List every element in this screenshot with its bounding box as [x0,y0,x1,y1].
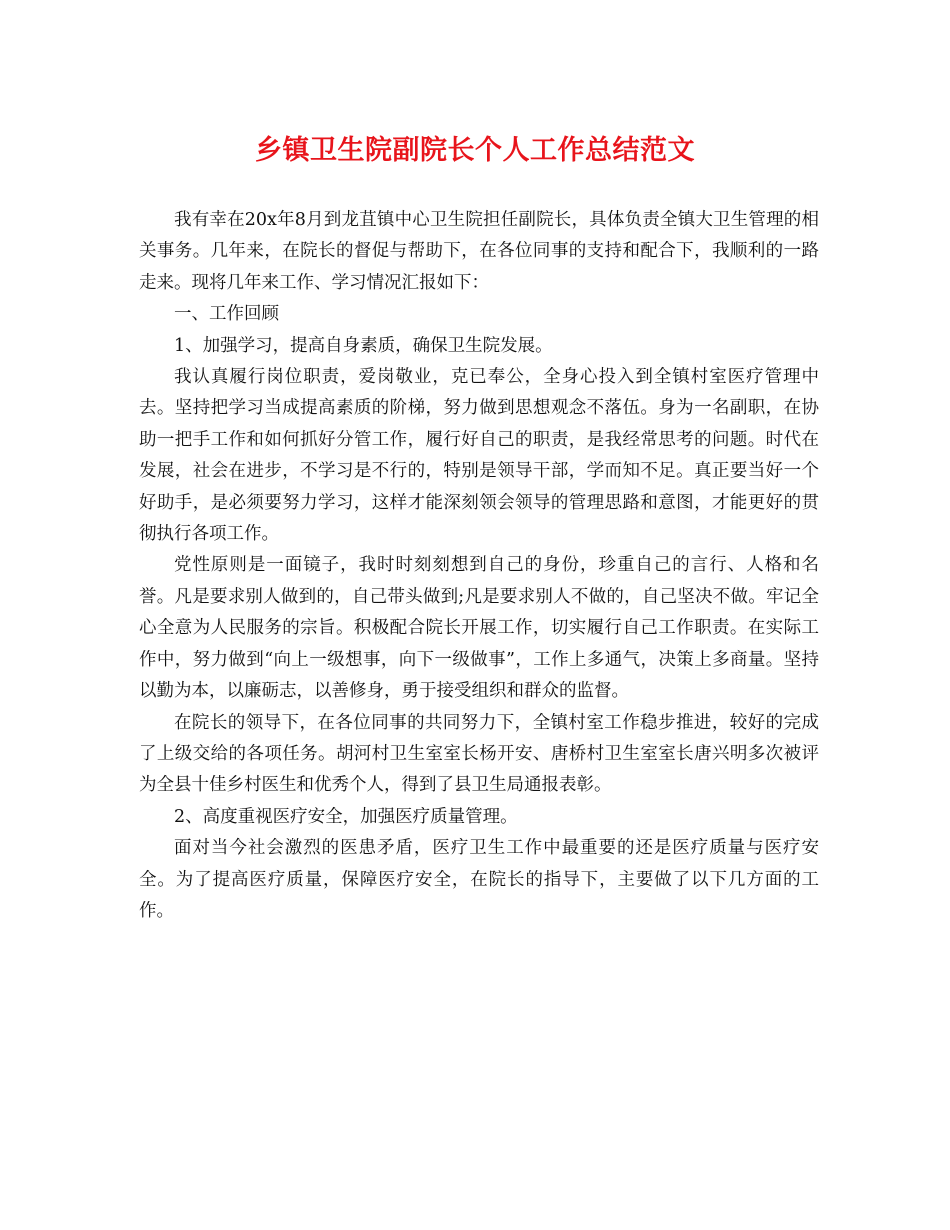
paragraph-duties: 我认真履行岗位职责，爱岗敬业，克已奉公，全身心投入到全镇村室医疗管理中去。坚持把学习当成提高素质的阶梯，努力做到思想观念不落伍。身为一名副职，在协助一把手工作和如何抓好分管工作，履行好自己的职责，是我经常思考的问题。时代在发展，社会在进步，不学习是不行的，特别是领导干部，学而知不足。真正要当好一个好助手，是必须要努力学习，这样才能深刻领会领导的管理思路和意图，才能更好的贯彻执行各项工作。 [139,367,819,545]
document-body [139,205,819,927]
subheading-strengthen-study: 1、加强学习，提高自身素质，确保卫生院发展。 [174,335,553,356]
paragraph-medical-quality: 面对当今社会激烈的医患矛盾，医疗卫生工作中最重要的还是医疗质量与医疗安全。为了提高医疗质量，保障医疗安全，在院长的指导下，主要做了以下几方面的工作。 [139,838,819,921]
subheading-medical-safety: 2、高度重视医疗安全，加强医疗质量管理。 [174,806,518,827]
paragraph-intro: 我有幸在20x年8月到龙苴镇中心卫生院担任副院长，具体负责全镇大卫生管理的相关事务。几年来，在院长的督促与帮助下，在各位同事的支持和配合下，我顺利的一路走来。现将几年来工作、学习情况汇报如下： [139,210,819,293]
paragraph-party-principle: 党性原则是一面镜子，我时时刻刻想到自己的身份，珍重自己的言行、人格和名誉。凡是要求别人做到的，自己带头做到;凡是要求别人不做的，自己坚决不做。牢记全心全意为人民服务的宗旨。积极配合院长开展工作，切实履行自己工作职责。在实际工作中，努力做到“向上一级想事，向下一级做事”，工作上多通气，决策上多商量。坚持以勤为本，以廉砺志，以善修身，勇于接受组织和群众的监督。 [139,555,819,702]
paragraph-achievements: 在院长的领导下，在各位同事的共同努力下，全镇村室工作稳步推进，较好的完成了上级交给的各项任务。胡河村卫生室室长杨开安、唐桥村卫生室室长唐兴明多次被评为全县十佳乡村医生和优秀个人，得到了县卫生局通报表彰。 [139,712,819,796]
document-title: 乡镇卫生院副院长个人工作总结范文 [255,135,695,166]
section-heading-work-review: 一、工作回顾 [174,304,279,325]
